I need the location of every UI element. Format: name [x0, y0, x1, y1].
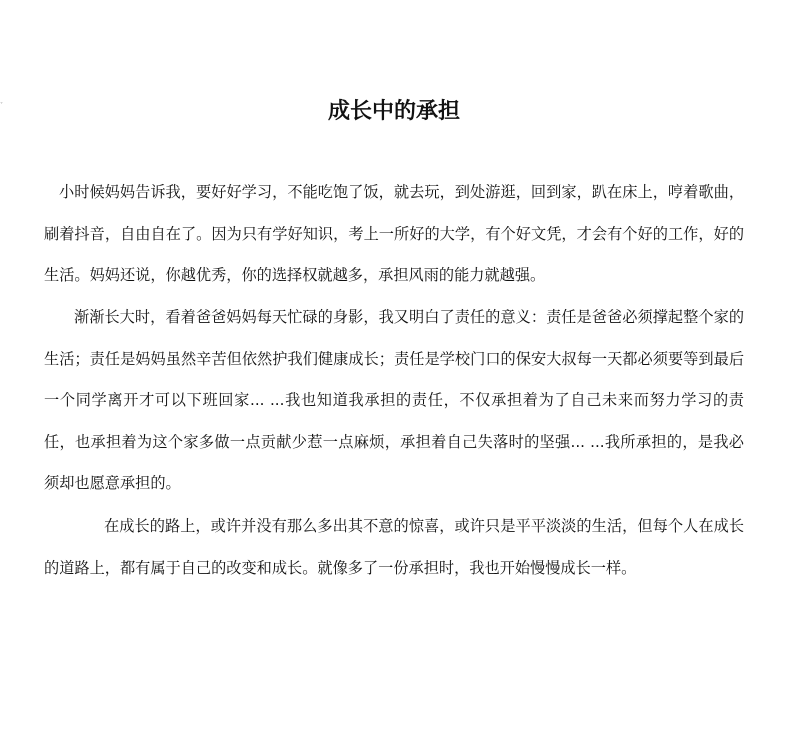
paragraph-3: 在成长的路上，或许并没有那么多出其不意的惊喜，或许只是平平淡淡的生活，但每个人在成长的道路上，都有属于自己的改变和成长。就像多了一份承担时，我也开始慢慢成长一样。 — [44, 517, 744, 577]
paragraph-1: 小时候妈妈告诉我，要好好学习，不能吃饱了饭，就去玩，到处游逛，回到家，趴在床上，哼着歌曲，刷着抖音，自由自在了。因为只有学好知识，考上一所好的大学，有个好文凭，才会有个好的工作，好的生活。妈妈还说，你越优秀，你的选择权就越多，承担风雨的能力就越强。 — [44, 183, 744, 284]
document-page — [44, 0, 744, 732]
paragraph-2: 渐渐长大时，看着爸爸妈妈每天忙碌的身影，我又明白了责任的意义：责任是爸爸必须撑起整个家的生活；责任是妈妈虽然辛苦但依然护我们健康成长；责任是学校门口的保安大叔每一天都必须要等到最后一个同学离开才可以下班回家... ...我也知道我承担的责任，不仅承担着为了自己未来而努力学习的责任，也承担着为这个家多做一点贡献少惹一点麻烦，承担着自己失落时的坚强... ...我所承担的，是我必须却也愿意承担的。 — [44, 308, 744, 492]
document-title: 成长中的承担 — [327, 99, 460, 124]
margin-mark: ˅ — [0, 102, 3, 109]
